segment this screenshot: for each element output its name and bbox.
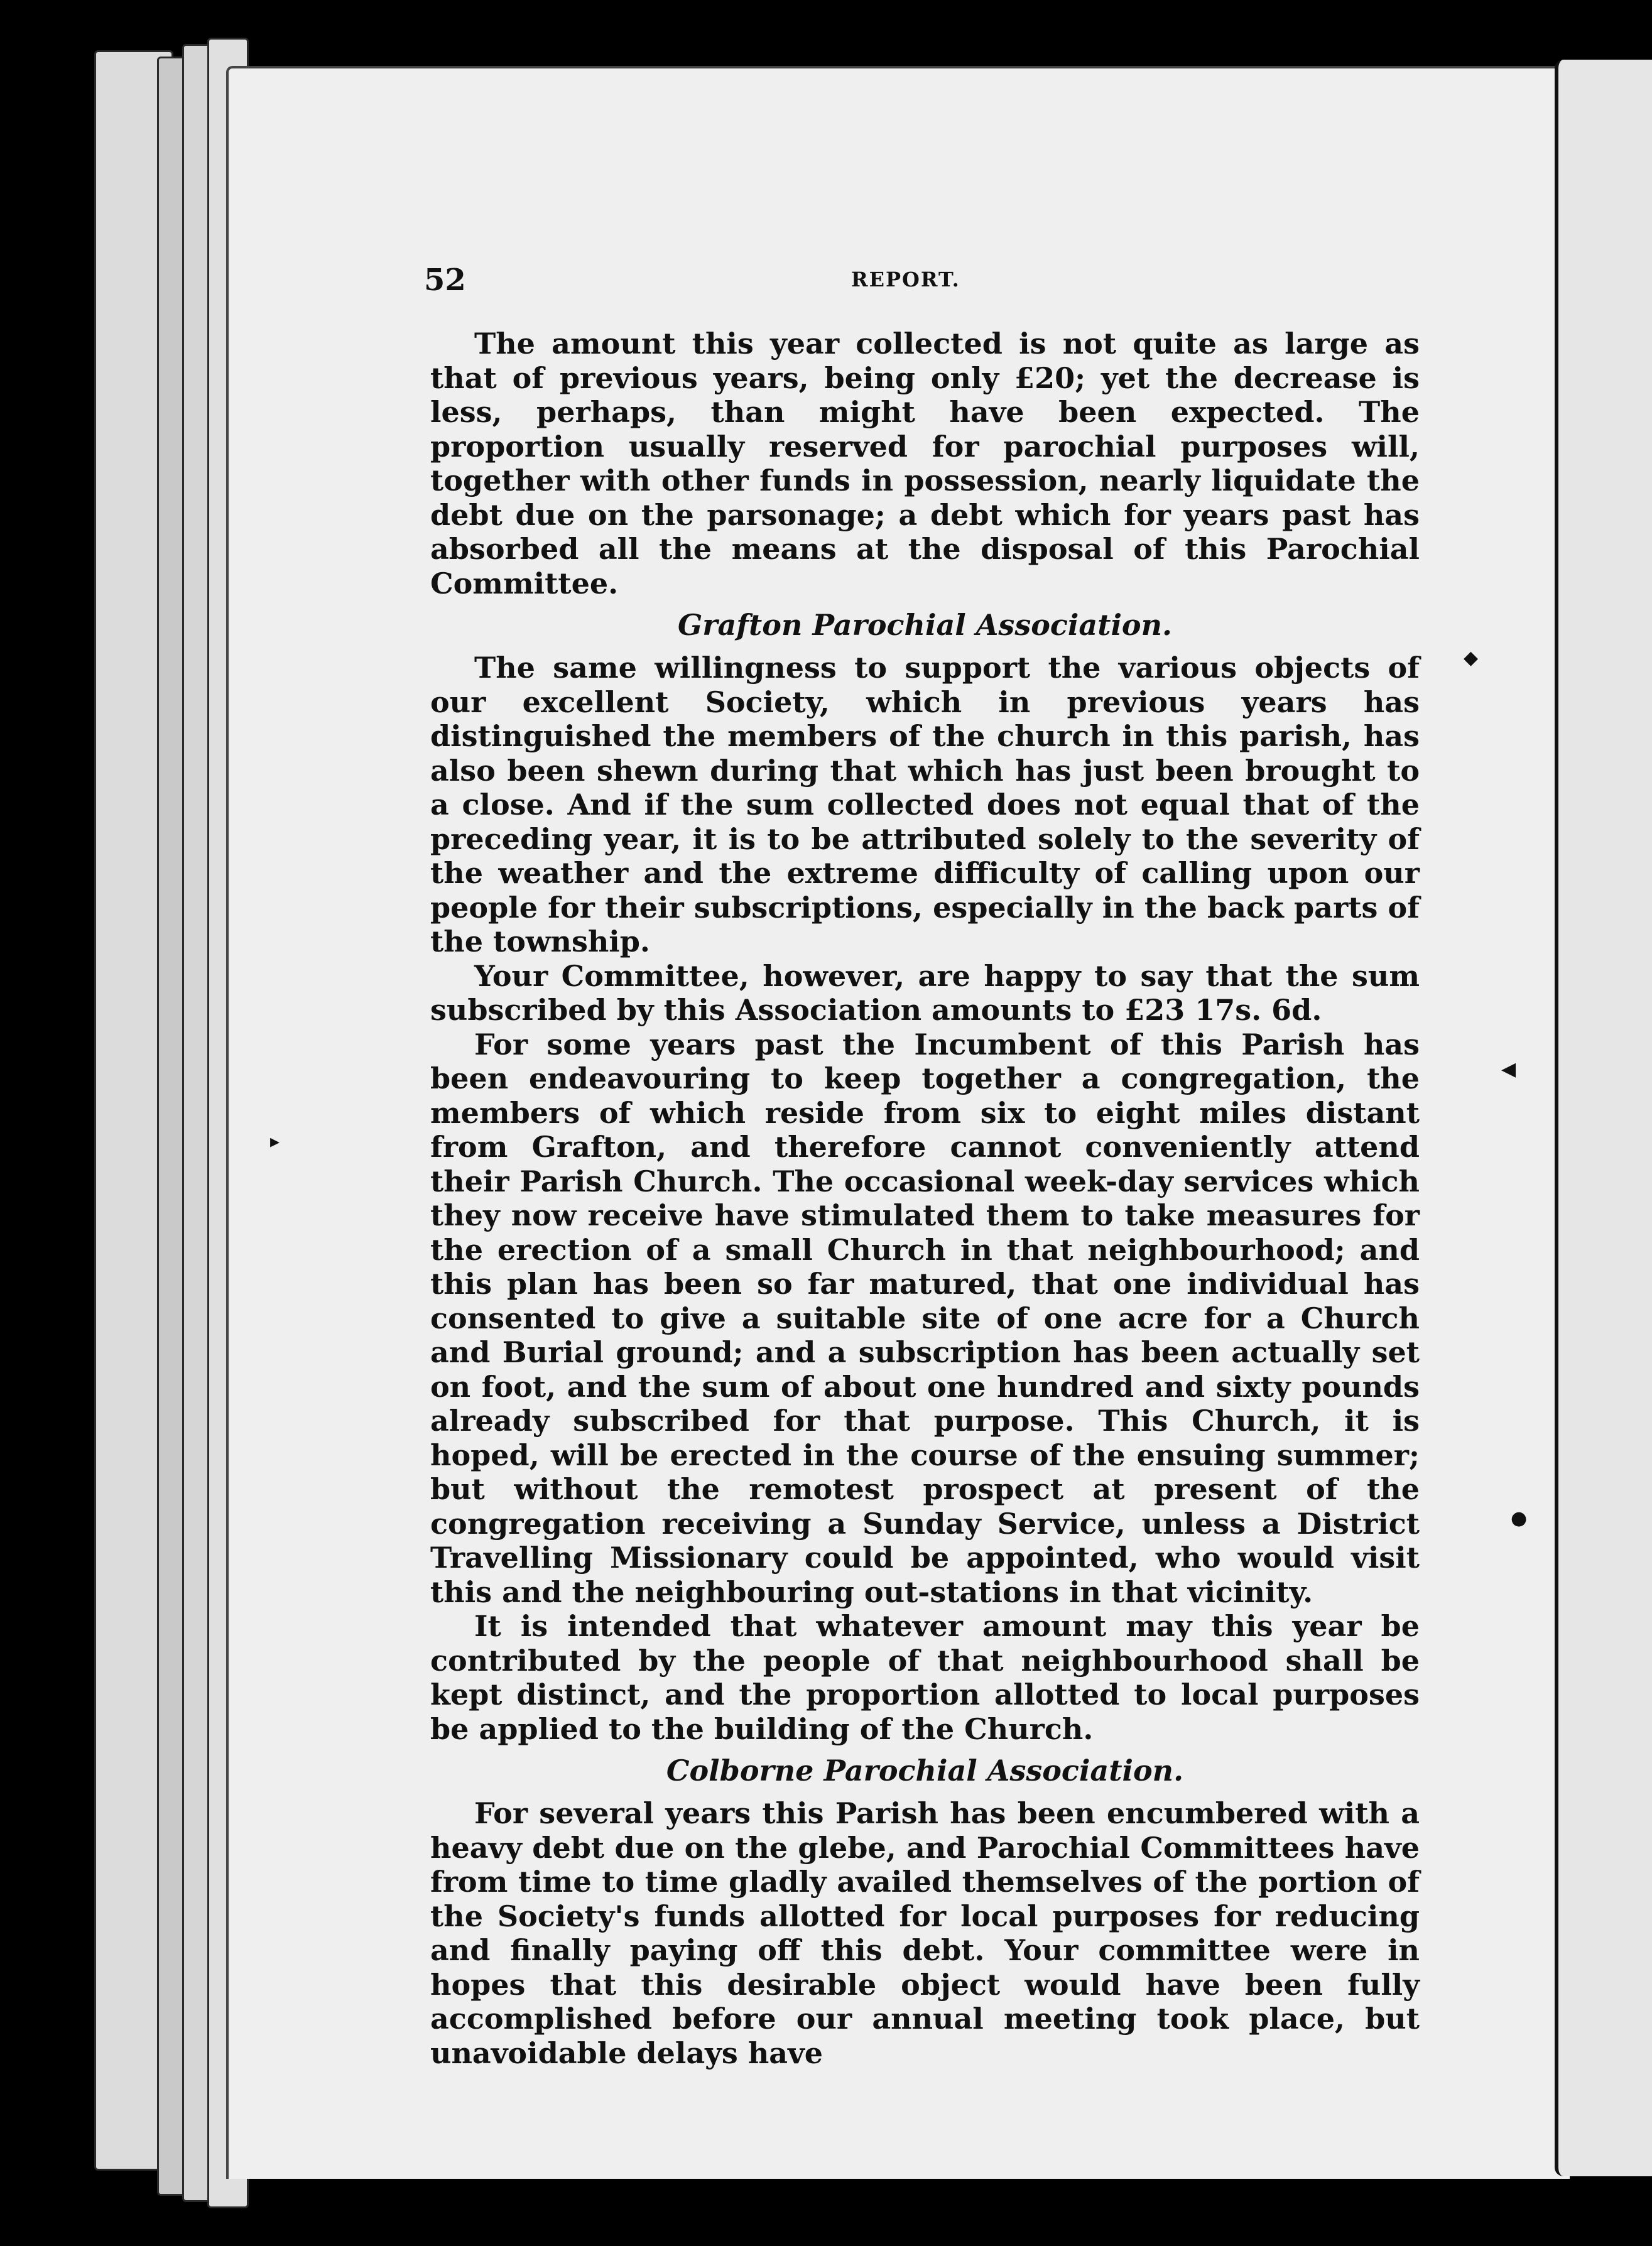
specks-mark: ▸ — [270, 1131, 280, 1153]
section-heading-colborne: Colborne Parochial Association. — [666, 1754, 1184, 1788]
specks-mark: ◆ — [1464, 647, 1479, 669]
paragraph: Your Committee, however, are happy to say that the sum subscribed by this Association amounts to £23 17s. 6d. — [430, 958, 1420, 1027]
page-number: 52 — [424, 263, 466, 298]
paragraph: The same willingness to support the various objects of our excellent Society, which in previous years has distinguished the members of the church in this parish, has also been shewn during that which has just been brought to a close. And if the sum collected does not equal that of the preceding year, it is to be attributed solely to the severity of the weather and the extreme difficulty of calling upon our people for their subscriptions, especially in the back parts of the township. — [430, 651, 1420, 958]
paragraph: For several years this Parish has been encumbered with a heavy debt due on the glebe, and Parochial Committees have from time to time gladly availed themselves of the portion of the Society's funds allotted for local purposes for reducing and finally paying off this debt. Your committee were in hopes that this desirable object would have been fully accomplished before our annual meeting took place, but unavoidable delays have — [430, 1796, 1420, 2070]
page-header — [424, 263, 1407, 307]
paragraph: For some years past the Incumbent of this Parish has been endeavouring to keep together a congregation, the members of which reside from six to eight miles distant from Grafton, and therefore cannot conveniently attend their Parish Church. The occasional week-day services which they now receive have stimulated them to take measures for the erection of a small Church in that neighbourhood; and this plan has been so far matured, that one individual has consented to give a suitable site of one acre for a Church and Burial ground; and a subscription has been actually set on foot, and the sum of about one hundred and sixty pounds already subscribed for that purpose. This Church, it is hoped, will be erected in the course of the ensuing summer; but without the remotest prospect at present of the congregation receiving a Sunday Service, unless a District Travelling Missionary could be appointed, who would visit this and the neighbouring out-stations in that vicinity. — [430, 1027, 1420, 1609]
page-body — [430, 327, 1420, 2070]
section-heading-grafton: Grafton Parochial Association. — [677, 608, 1173, 642]
specks-mark: ◀ — [1501, 1058, 1516, 1080]
paragraph: The amount this year collected is not quite as large as that of previous years, being only £20; yet the decrease is less, perhaps, than might have been expected. The proportion usually reserved for parochial purposes will, together with other funds in possession, nearly liquidate the debt due on the parsonage; a debt which for years past has absorbed all the means at the disposal of this Parochial Committee. — [430, 327, 1420, 600]
facing-page-edge — [1555, 60, 1652, 2176]
paragraph: It is intended that whatever amount may this year be contributed by the people of that neighbourhood shall be kept distinct, and the proportion allotted to local purposes be applied to the building of the Church. — [430, 1609, 1420, 1746]
specks-mark: ● — [1511, 1507, 1528, 1529]
running-head: REPORT. — [851, 268, 960, 291]
